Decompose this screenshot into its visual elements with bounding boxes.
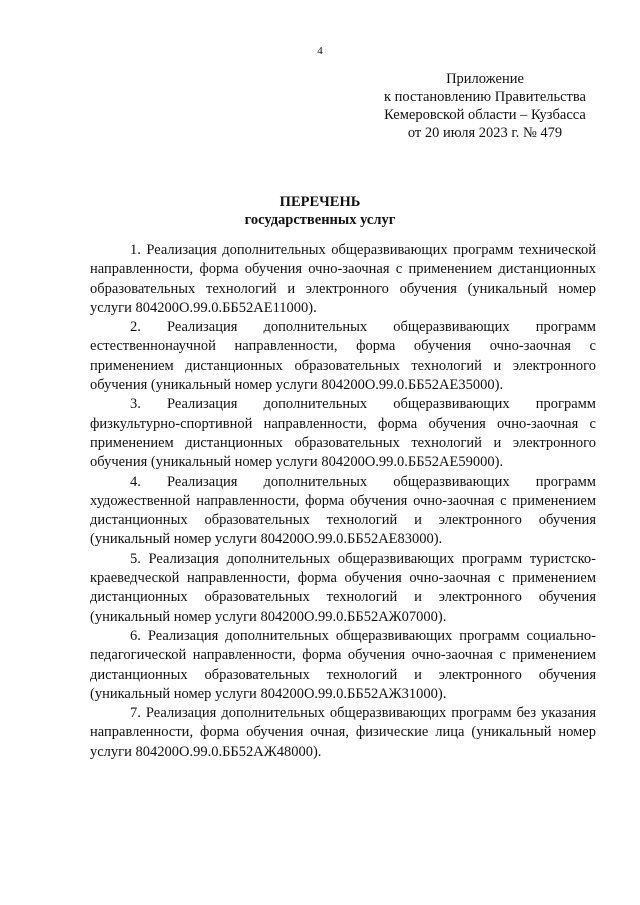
list-item: 7. Реализация дополнительных общеразвивающих программ без указания направленности, форма обучения очная, физические лица (уникальный номер услуги 804200О.99.0.ББ52АЖ48000). bbox=[90, 705, 596, 760]
list-item: 2. Реализация дополнительных общеразвивающих программ естественнонаучной направленности, форма обучения очно-заочная с применением дистанционных образовательных технологий и электронного обучения (уникальный номер услуги 804200О.99.0.ББ52АЕ35000). bbox=[90, 319, 596, 394]
appendix-line-2: к постановлению Правительства bbox=[384, 89, 586, 105]
document-title bbox=[0, 193, 640, 229]
title-line-1: ПЕРЕЧЕНЬ bbox=[279, 194, 361, 210]
appendix-line-4: от 20 июля 2023 г. № 479 bbox=[407, 125, 563, 141]
list-item: 3. Реализация дополнительных общеразвивающих программ физкультурно-спортивной направленности, форма обучения очно-заочная с применением дистанционных образовательных технологий и электронного обучения (уникальный номер услуги 804200О.99.0.ББ52АЕ59000). bbox=[90, 396, 596, 471]
appendix-header bbox=[360, 70, 610, 142]
page-number: 4 bbox=[317, 45, 323, 57]
appendix-line-1: Приложение bbox=[446, 71, 524, 87]
list-item: 4. Реализация дополнительных общеразвивающих программ художественной направленности, форма обучения очно-заочная с применением дистанционных образовательных технологий и электронного обучения (уникальный номер услуги 804200О.99.0.ББ52АЕ83000). bbox=[90, 473, 596, 548]
appendix-line-3: Кемеровской области – Кузбасса bbox=[384, 107, 586, 123]
title-line-2: государственных услуг bbox=[244, 212, 396, 228]
list-item: 5. Реализация дополнительных общеразвивающих программ туристско-краеведческой направленности, форма обучения очно-заочная с применением дистанционных образовательных технологий и электронного обучения (уникальный номер услуги 804200О.99.0.ББ52АЖ07000). bbox=[90, 550, 596, 625]
services-list bbox=[90, 241, 596, 762]
list-item: 6. Реализация дополнительных общеразвивающих программ социально-педагогической направленности, форма обучения очно-заочная с применением дистанционных образовательных технологий и электронного обучения (уникальный номер услуги 804200О.99.0.ББ52АЖ31000). bbox=[90, 627, 596, 702]
list-item: 1. Реализация дополнительных общеразвивающих программ технической направленности, форма обучения очно-заочная с применением дистанционных образовательных технологий и электронного обучения (уникальный номер услуги 804200О.99.0.ББ52АЕ11000). bbox=[90, 242, 596, 316]
